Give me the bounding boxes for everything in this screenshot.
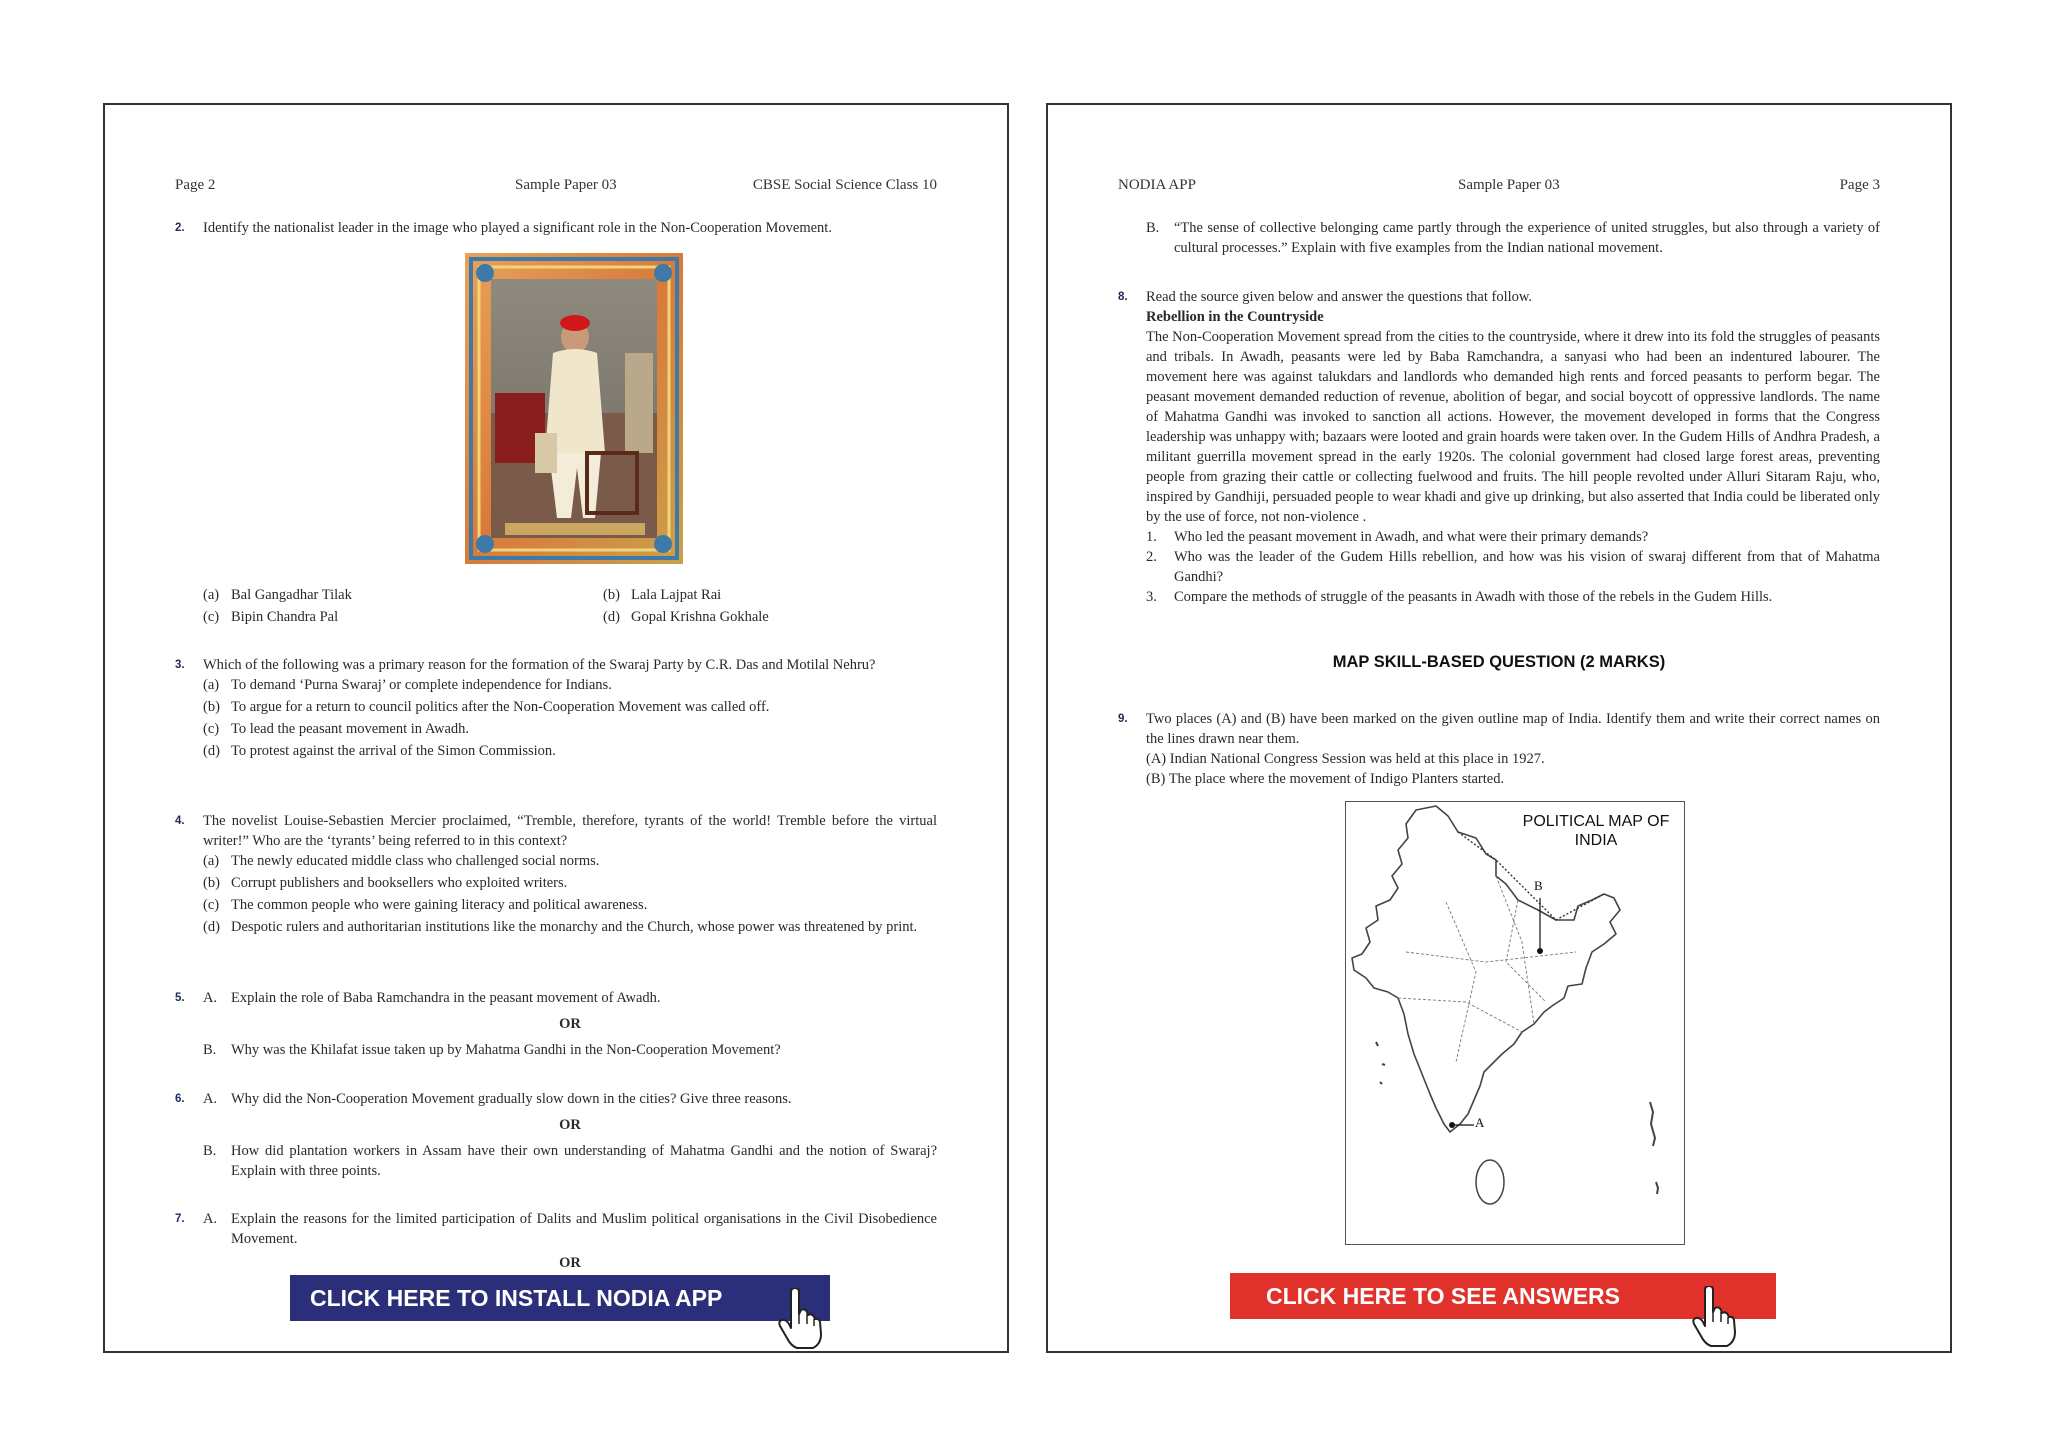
leader-portrait-image [465,253,683,564]
marker-b-label: B [1534,878,1543,893]
page-number: Page 3 [1839,177,1880,193]
install-nodia-app-button[interactable] [290,1275,830,1321]
option-b: (b) Lala Lajpat Rai [603,587,722,603]
question-7 [175,1209,937,1279]
question-number: 3. [175,659,185,671]
paper-title: Sample Paper 03 [515,177,617,193]
option-b: (b) To argue for a return to council politics after the Non-Cooperation Movement was called off. [203,699,770,715]
paper-title: Sample Paper 03 [1458,177,1560,193]
option-b: B. Why was the Khilafat issue taken up by Mahatma Gandhi in the Non-Cooperation Movement? [203,1042,781,1058]
pointing-hand-icon [1691,1286,1737,1353]
question-8 [1118,287,1880,607]
option-d: (d) Gopal Krishna Gokhale [603,609,769,625]
or-separator: OR [559,1117,581,1133]
source-intro: Read the source given below and answer the questions that follow. [1146,289,1533,305]
map-title: POLITICAL MAP OF INDIA [1522,813,1670,849]
sub-question-2: 2. Who was the leader of the Gudem Hills rebellion, and how was his vision of swaraj different from that of Mahatma Gandhi? [1146,549,1880,585]
see-answers-label: CLICK HERE TO SEE ANSWERS [1266,1283,1620,1309]
marker-b-dot [1537,948,1543,954]
or-separator: OR [559,1255,581,1271]
question-number: 8. [1118,291,1128,303]
option-d: (d) Despotic rulers and authoritarian institutions like the monarchy and the Church, whose power was threatened by print. [203,919,918,935]
page-2 [103,103,1009,1353]
option-d: (d) To protest against the arrival of the Simon Commission. [203,743,556,759]
question-5 [175,988,937,1060]
source-passage: The Non-Cooperation Movement spread from the cities to the countryside, where it drew into its fold the struggles of peasants and tribals. In Awadh, peasants were led by Baba Ramchandra, a sanyasi who had been an indentured labourer. The movement here was against talukdars and landlords who demanded high rents and forced peasants to perform begar. The peasant movement demanded reduction of revenue, abolition of begar, and social boycott of oppressive landlords. The name of Mahatma Gandhi was invoked to sanction all actions. However, the movement developed in forms that the Congress leadership was unhappy with; bazaars were looted and grain hoards were taken over. In the Gudem Hills of Andhra Pradesh, a militant guerrilla movement spread in the early 1920s. The colonial government had closed large forest areas, preventing people from grazing their cattle or collecting fuelwood and fruits. The hill people revolted under Alluri Sitaram Raju, who, inspired by Gandhiji, persuaded people to wear khadi and give up drinking, but also asserted that India could be liberated only by the use of force, not non-violence . [1146,329,1880,525]
option-b: B. “The sense of collective belonging came partly through the experience of united struggles, but also through a variety of cultural processes.” Explain with five examples from the Indian national movement. [1146,220,1880,256]
question-text: Two places (A) and (B) have been marked on the given outline map of India. Identify them and write their correct names on the lines drawn near them. [1146,711,1880,747]
question-9 [1118,709,1880,789]
app-name: NODIA APP [1118,177,1196,193]
sub-question-3: 3. Compare the methods of struggle of the peasants in Awadh with those of the rebels in the Gudem Hills. [1146,589,1773,605]
question-text: Identify the nationalist leader in the image who played a significant role in the Non-Cooperation Movement. [203,220,832,236]
marker-a-dot [1449,1122,1455,1128]
page-3 [1046,103,1952,1353]
question-text: The novelist Louise-Sebastien Mercier proclaimed, “Tremble, therefore, tyrants of the world! Tremble before the virtual writer!” Who are the ‘tyrants’ being referred to in this context? [203,813,937,849]
map-section-heading: MAP SKILL-BASED QUESTION (2 MARKS) [1332,653,1666,671]
page-number: Page 2 [175,177,216,193]
question-number: 4. [175,815,185,827]
question-7-part-b [1118,218,1880,258]
install-button-label: CLICK HERE TO INSTALL NODIA APP [310,1285,723,1311]
question-number: 6. [175,1093,185,1105]
option-c: (c) Bipin Chandra Pal [203,609,339,625]
source-title: Rebellion in the Countryside [1146,309,1324,325]
question-2 [175,218,937,238]
question-number: 7. [175,1213,185,1225]
india-outline-map [1345,801,1685,1245]
question-text: Which of the following was a primary reason for the formation of the Swaraj Party by C.R. Das and Motilal Nehru? [203,657,876,673]
india-outline [1352,806,1620,1132]
question-2-options [175,585,937,629]
place-b-clue: (B) The place where the movement of Indigo Planters started. [1146,771,1505,787]
option-a: (a) To demand ‘Purna Swaraj’ or complete independence for Indians. [203,677,612,693]
question-number: 9. [1118,713,1128,725]
page-header [1118,177,1880,201]
question-number: 5. [175,992,185,1004]
marker-a-label: A [1475,1115,1485,1130]
question-4 [175,811,937,937]
option-b: (b) Corrupt publishers and booksellers who exploited writers. [203,875,568,891]
question-number: 2. [175,222,185,234]
option-a: A. Explain the role of Baba Ramchandra in the peasant movement of Awadh. [203,990,661,1006]
subject-title: CBSE Social Science Class 10 [752,177,937,193]
question-6 [175,1089,937,1181]
option-c: (c) To lead the peasant movement in Awadh. [203,721,470,737]
option-b: B. How did plantation workers in Assam have their own understanding of Mahatma Gandhi and the notion of Swaraj? Explain with three points. [203,1143,937,1179]
page-header [175,177,937,201]
option-a: A. Why did the Non-Cooperation Movement gradually slow down in the cities? Give three reasons. [203,1091,792,1107]
option-a: A. Explain the reasons for the limited participation of Dalits and Muslim political organisations in the Civil Disobedience Movement. [203,1211,937,1247]
place-a-clue: (A) Indian National Congress Session was held at this place in 1927. [1146,751,1545,767]
option-a: (a) The newly educated middle class who challenged social norms. [203,853,600,869]
option-a: (a) Bal Gangadhar Tilak [203,587,352,603]
question-3 [175,655,937,761]
sub-question-1: 1. Who led the peasant movement in Awadh, and what were their primary demands? [1146,529,1649,545]
or-separator: OR [559,1016,581,1032]
option-c: (c) The common people who were gaining literacy and political awareness. [203,897,648,913]
pointing-hand-icon [777,1288,823,1355]
